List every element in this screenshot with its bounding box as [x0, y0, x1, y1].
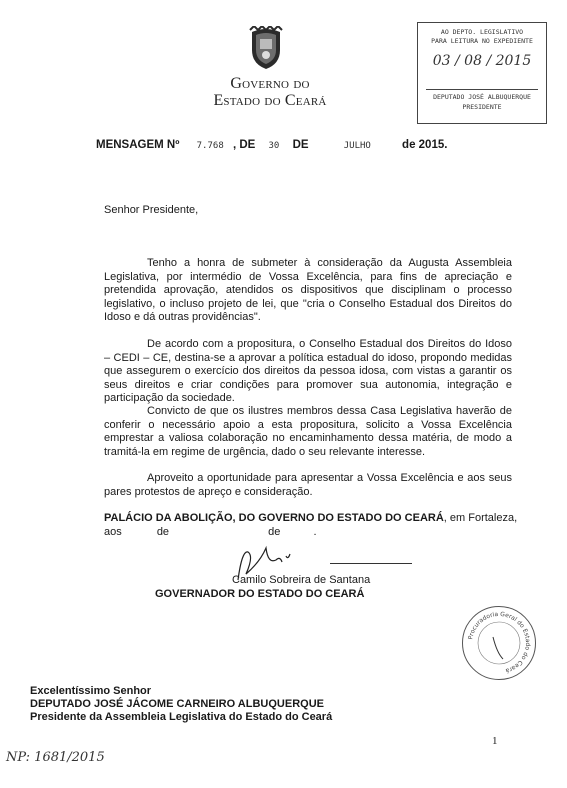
stamp-divider	[426, 89, 538, 90]
signature-line	[330, 563, 412, 564]
stamp-line-2: PARA LEITURA NO EXPEDIENTE	[431, 37, 533, 45]
page-number: 1	[492, 735, 498, 747]
governor-title: GOVERNADOR DO ESTADO DO CEARÁ	[155, 588, 365, 600]
message-heading: MENSAGEM Nº 7.768 , DE 30 DE JULHO de 2015.	[96, 139, 448, 151]
round-stamp	[462, 606, 536, 680]
stamp-handwritten-date: 03 / 08 / 2015	[432, 53, 532, 69]
closing-line: PALÁCIO DA ABOLIÇÃO, DO GOVERNO DO ESTADO DO CEARÁ, em Fortaleza,	[104, 512, 518, 524]
governor-name: Camilo Sobreira de Santana	[232, 574, 371, 586]
handwritten-protocol-note: NP: 1681/2015	[6, 750, 105, 765]
recipient-line-3: Presidente da Assembleia Legislativa do Estado do Ceará	[30, 711, 333, 723]
legislative-stamp	[417, 22, 547, 124]
paragraph-1: Tenho a honra de submeter à consideração da Augusta Assembleia Legislativa, por intermédio de Vossa Excelência, para fins de apreciação e pretendida aprovação, atendidos os dispositivos que disciplinam o processo legislativo, o incluso projeto de lei, que "cria o Conselho Estadual dos Direitos do Idoso e dá outras providências".	[104, 257, 512, 323]
stamp-line-1: AO DEPTO. LEGISLATIVO	[440, 28, 524, 36]
closing-date-line: aos de de .	[104, 526, 317, 538]
svg-text:Procuradoria Geral do Estado d: Procuradoria Geral do Estado do Ceará	[467, 610, 532, 675]
salutation: Senhor Presidente,	[104, 204, 199, 216]
paragraph-3: Convicto de que os ilustres membros dessa Casa Legislativa haverão de conferir o necessário apoio a esta propositura, solicito a Vossa Excelência emprestar a valiosa colaboração no encaminhamento dessa matéria, de modo a tramitá-la em regime de urgência, dado o seu relevante interesse.	[104, 405, 512, 458]
paragraph-4: Aproveito a oportunidade para apresentar a Vossa Excelência e aos seus pares protestos de apreço e consideração.	[104, 472, 512, 498]
recipient-line-1: Excelentíssimo Senhor	[30, 685, 152, 697]
recipient-line-2: DEPUTADO JOSÉ JÁCOME CARNEIRO ALBUQUERQUE	[30, 698, 324, 710]
coat-of-arms-icon	[246, 26, 286, 70]
government-title: GOVERNO DO ESTADO DO CEARÁ	[213, 75, 327, 109]
paragraph-2: De acordo com a propositura, o Conselho Estadual dos Direitos do Idoso – CEDI – CE, destina-se a aprovar a política estadual do idoso, propondo medidas que assegurem o exercício dos direitos da pessoa idosa, com vistas a garantir os seus direitos e criar condições para promover sua autonomia, integração e participação da sociedade.	[104, 338, 512, 404]
stamp-line-3: DEPUTADO JOSÉ ALBUQUERQUE	[433, 93, 531, 101]
stamp-line-4: PRESIDENTE	[462, 103, 502, 111]
